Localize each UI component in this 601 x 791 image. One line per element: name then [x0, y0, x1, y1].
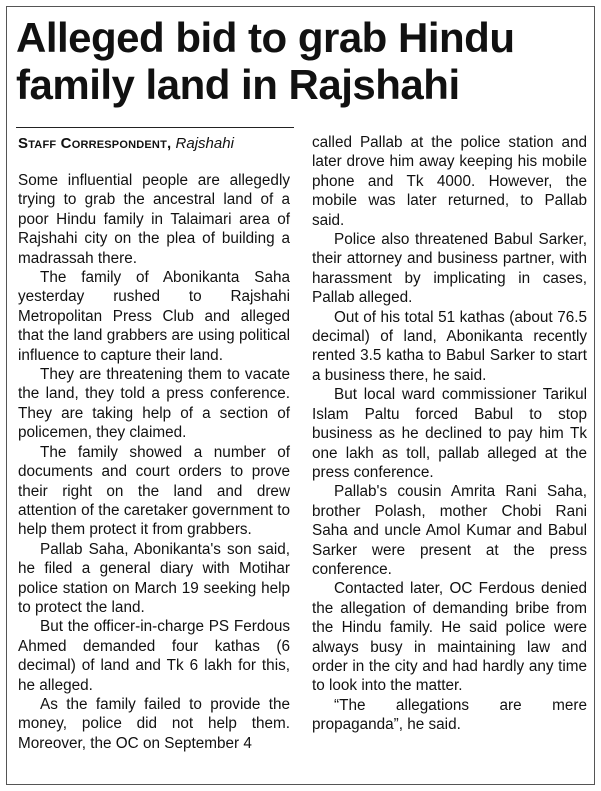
paragraph: called Pallab at the police station and later drove him away keeping his mobile phone and Tk 4000. However, the mobile was later returned, to Pallab said.: [312, 134, 587, 229]
headline: Alleged bid to grab Hindu family land in Rajshahi: [16, 14, 515, 108]
paragraph: Pallab Saha, Abonikanta's son said, he filed a general diary with Motihar police station on March 19 seeking help to protect the land.: [18, 540, 290, 616]
paragraph: “The allegations are mere propaganda”, he said.: [312, 696, 587, 734]
paragraph: Contacted later, OC Ferdous denied the allegation of demanding bribe from the Hindu family. He said police were always busy in maintaining law and order in the city and had hardly any time to look into the matter.: [312, 580, 587, 695]
byline-rule: [16, 127, 294, 128]
byline: [18, 134, 298, 154]
paragraph: Out of his total 51 kathas (about 76.5 decimal) of land, Abonikanta recently rented 3.5 katha to Babul Sarker to start a business there, he said.: [312, 308, 587, 384]
left-column: [18, 171, 290, 753]
paragraph: The family showed a number of documents and court orders to prove their right on the land and drew attention of the caretaker government to help them protect it from grabbers.: [18, 443, 290, 539]
paragraph: But local ward commissioner Tarikul Islam Paltu forced Babul to stop business as he declined to pay him Tk one lakh as toll, pallab alleged at the press conference.: [312, 386, 587, 481]
paragraph: But the officer-in-charge PS Ferdous Ahmed demanded four kathas (6 decimal) of land and Tk 6 lakh for this, he alleged.: [18, 618, 290, 694]
byline-place: Rajshahi: [175, 135, 234, 152]
byline-staff: Staff Correspondent,: [18, 135, 172, 152]
paragraph: Some influential people are allegedly trying to grab the ancestral land of a poor Hindu family in Talaimari area of Rajshahi city on the plea of building a madrassah there.: [18, 172, 290, 267]
paragraph: Police also threatened Babul Sarker, their attorney and business partner, with harassment by implicating in cases, Pallab alleged.: [312, 231, 587, 307]
paragraph: The family of Abonikanta Saha yesterday rushed to Rajshahi Metropolitan Press Club and alleged that the land grabbers are using political influence to capture their land.: [18, 269, 290, 364]
paragraph: As the family failed to provide the money, police did not help them. Moreover, the OC on September 4: [18, 695, 290, 752]
right-column: [312, 133, 587, 735]
paragraph: Pallab's cousin Amrita Rani Saha, brother Polash, mother Chobi Rani Saha and uncle Amol Kumar and Babul Sarker were present at the press conference.: [312, 483, 587, 578]
paragraph: They are threatening them to vacate the land, they told a press conference. They are taking help of a section of policemen, they claimed.: [18, 366, 290, 442]
